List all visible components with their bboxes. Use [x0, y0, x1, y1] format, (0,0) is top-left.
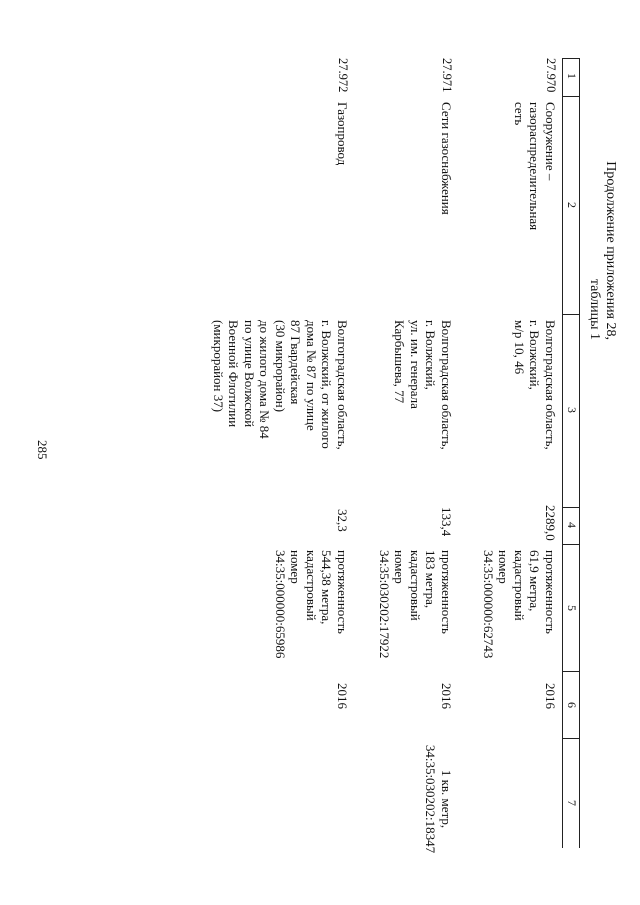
object-description: протяженность 61,9 метра, кадастровый номер 34:35:000000:62743 — [481, 550, 558, 659]
data-table — [20, 58, 580, 854]
row-number: 27.971 — [440, 58, 454, 93]
object-address: Волгоградская область, г. Волжский, ул. им. генерала Карбышева, 77 — [392, 320, 454, 450]
object-year: 2016 — [543, 683, 558, 709]
continuation-line-1: Продолжение приложения 28, — [603, 161, 618, 340]
continuation-line-2: таблицы 1 — [587, 278, 602, 340]
object-name: Сооружение – газораспределительная сеть — [512, 102, 558, 231]
header-divider — [563, 314, 580, 315]
object-name: Сети газоснабжения — [439, 102, 454, 215]
header-divider — [563, 738, 580, 739]
object-value: 2289,0 — [543, 505, 558, 541]
header-divider — [563, 96, 580, 97]
object-description: протяженность 544,38 метра, кадастровый номер 34:35:000000:65986 — [273, 550, 350, 659]
page-number: 285 — [35, 440, 50, 460]
continuation-note — [586, 40, 618, 340]
row-number: 27.972 — [336, 58, 350, 93]
header-divider — [563, 544, 580, 545]
object-address: Волгоградская область, г. Волжский, м/р 10, 46 — [512, 320, 558, 450]
object-value: 133,4 — [439, 507, 454, 537]
header-divider — [563, 507, 580, 508]
header-col-5: 5 — [565, 605, 579, 611]
object-year: 2016 — [439, 683, 454, 709]
object-address: Волгоградская область, г. Волжский, от жилого дома № 87 по улице 87 Гвардейская (30 микрорайон) до жилого дома № 84 по улице Волжской Военной Флотилии (микрорайон 37) — [211, 320, 350, 450]
header-col-2: 2 — [565, 202, 579, 208]
table-top-border — [579, 58, 580, 848]
row-number: 27.970 — [544, 58, 558, 93]
object-name: Газопровод — [335, 102, 350, 166]
header-col-3: 3 — [565, 407, 579, 413]
header-col-6: 6 — [565, 702, 579, 708]
object-value: 32,3 — [335, 509, 350, 532]
header-col-1: 1 — [565, 73, 579, 79]
header-bottom-border — [562, 58, 563, 848]
header-divider — [563, 58, 580, 59]
object-year: 2016 — [335, 683, 350, 709]
object-description: протяженность 183 метра, кадастровый номер 34:35:030202:17922 — [377, 550, 454, 659]
header-col-4: 4 — [565, 522, 579, 528]
object-note: 1 кв. метр, 34:35:030202:18347 — [423, 744, 454, 854]
header-col-7: 7 — [565, 800, 579, 806]
header-divider — [563, 671, 580, 672]
